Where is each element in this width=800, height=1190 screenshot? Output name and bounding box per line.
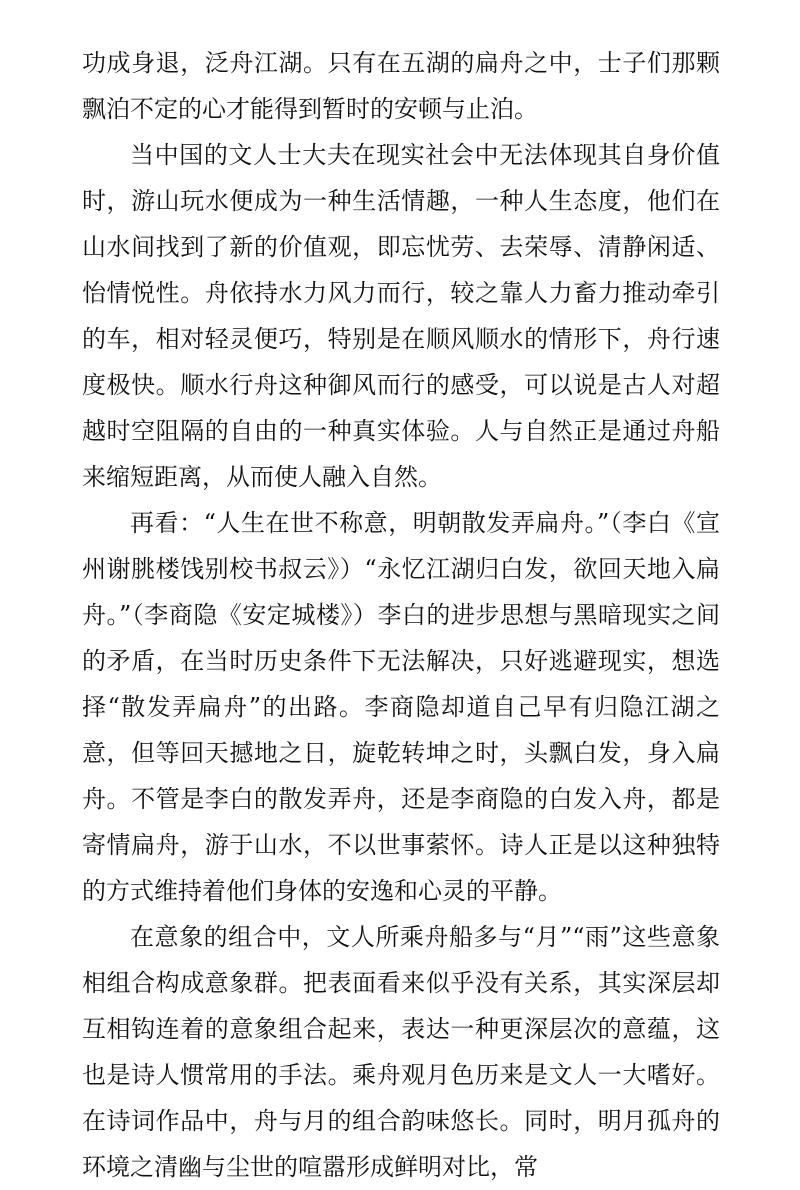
paragraph-4: 在意象的组合中，文人所乘舟船多与“月”“雨”这些意象相组合构成意象群。把表面看来似乎没有关系，其实深层却互相钩连着的意象组合起来，表达一种更深层次的意蕴，这也是诗人惯常用的手法。乘舟观月色历来是文人一大嗜好。在诗词作品中，舟与月的组合韵味悠长。同时，明月孤舟的环境之清幽与尘世的喧嚣形成鲜明对比，常: [82, 923, 720, 1181]
document-page: [82, 40, 720, 1190]
paragraph-1: 功成身退，泛舟江湖。只有在五湖的扁舟之中，士子们那颗飘泊不定的心才能得到暂时的安顿与止泊。: [82, 49, 720, 123]
paragraph-3: 再看：“人生在世不称意，明朝散发弄扁舟。”（李白《宣州谢朓楼饯别校书叔云》）“永忆江湖归白发，欲回天地入扁舟。”（李商隐《安定城楼》）李白的进步思想与黑暗现实之间的矛盾，在当时历史条件下无法解决，只好逃避现实，想选择“散发弄扁舟”的出路。李商隐却道自己早有归隐江湖之意，但等回天撼地之日，旋乾转坤之时，头飘白发，身入扁舟。不管是李白的散发弄舟，还是李商隐的白发入舟，都是寄情扁舟，游于山水，不以世事萦怀。诗人正是以这种独特的方式维持着他们身体的安逸和心灵的平静。: [82, 509, 720, 905]
paragraph-2: 当中国的文人士大夫在现实社会中无法体现其自身价值时，游山玩水便成为一种生活情趣，一种人生态度，他们在山水间找到了新的价值观，即忘忧劳、去荣辱、清静闲适、怡情悦性。舟依持水力风力而行，较之靠人力畜力推动牵引的车，相对轻灵便巧，特别是在顺风顺水的情形下，舟行速度极快。顺水行舟这种御风而行的感受，可以说是古人对超越时空阻隔的自由的一种真实体验。人与自然正是通过舟船来缩短距离，从而使人融入自然。: [82, 141, 720, 491]
